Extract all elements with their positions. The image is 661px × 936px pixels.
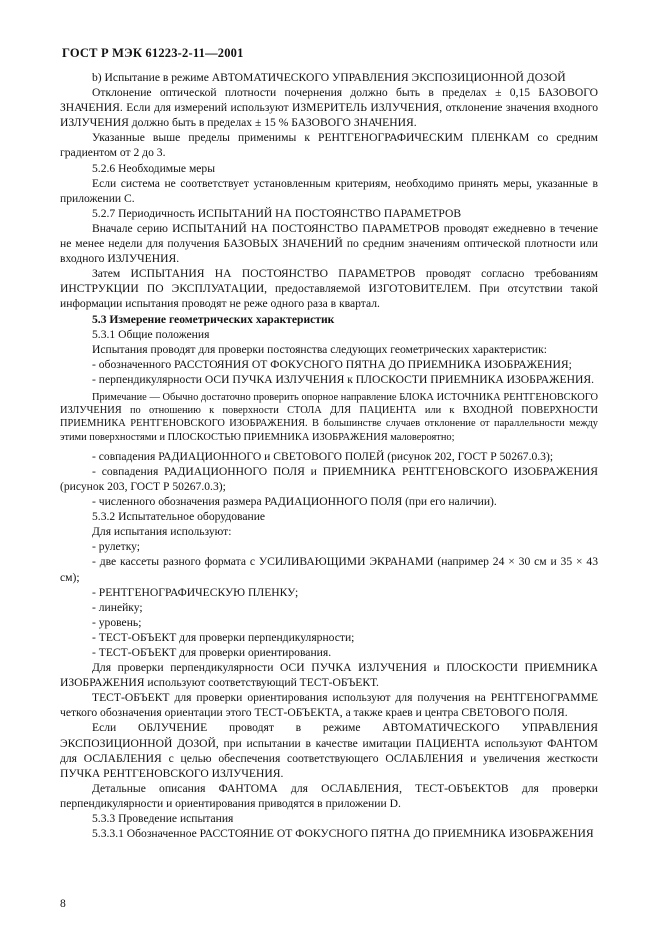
paragraph: Если система не соответствует установленным критериям, необходимо принять меры, указанные в приложении С.	[60, 176, 598, 205]
paragraph: 5.3.2 Испытательное оборудование	[92, 510, 266, 524]
paragraph: - ТЕСТ-ОБЪЕКТ для проверки перпендикулярности;	[92, 630, 355, 644]
section-heading: 5.3 Измерение геометрических характеристик	[92, 312, 335, 326]
paragraph: - линейку;	[92, 600, 143, 614]
paragraph: - обозначенного РАССТОЯНИЯ ОТ ФОКУСНОГО ПЯТНА ДО ПРИЕМНИКА ИЗОБРАЖЕНИЯ;	[92, 357, 572, 371]
paragraph: b) Испытание в режиме АВТОМАТИЧЕСКОГО УПРАВЛЕНИЯ ЭКСПОЗИЦИОННОЙ ДОЗОЙ	[92, 71, 566, 84]
paragraph: 5.2.6 Необходимые меры	[92, 161, 216, 175]
paragraph: ТЕСТ-ОБЪЕКТ для проверки ориентирования используют для получения на РЕНТГЕНОГРАММЕ четкого обозначения ориентации этого ТЕСТ-ОБЪЕКТА, а также краев и центра СВЕТОВОГО ПОЛЯ.	[60, 691, 598, 720]
document-body	[60, 70, 598, 841]
paragraph: - уровень;	[92, 615, 142, 629]
paragraph: Испытания проводят для проверки постоянства следующих геометрических характеристик:	[92, 342, 547, 356]
paragraph: - совпадения РАДИАЦИОННОГО ПОЛЯ и ПРИЕМНИКА РЕНТГЕНОВСКОГО ИЗОБРАЖЕНИЯ (рисунок 203, ГОСТ Р 50267.0.3);	[60, 464, 598, 493]
document-header: ГОСТ Р МЭК 61223-2-11—2001	[62, 46, 244, 60]
paragraph: - рулетку;	[92, 540, 141, 554]
paragraph: - перпендикулярности ОСИ ПУЧКА ИЗЛУЧЕНИЯ к ПЛОСКОСТИ ПРИЕМНИКА ИЗОБРАЖЕНИЯ.	[92, 372, 595, 386]
paragraph: Затем ИСПЫТАНИЯ НА ПОСТОЯНСТВО ПАРАМЕТРОВ проводят согласно требованиям ИНСТРУКЦИИ ПО ЭКСПЛУАТАЦИИ, предоставляемой ИЗГОТОВИТЕЛЕМ. При отсутствии такой информации испытания проводят не реже одного раза в квартал.	[60, 267, 598, 311]
paragraph: - совпадения РАДИАЦИОННОГО и СВЕТОВОГО ПОЛЕЙ (рисунок 202, ГОСТ Р 50267.0.3);	[92, 449, 554, 463]
paragraph: Вначале серию ИСПЫТАНИЙ НА ПОСТОЯНСТВО ПАРАМЕТРОВ проводят ежедневно в течение не менее недели для получения БАЗОВЫХ ЗНАЧЕНИЙ по средним значениям оптической плотности или входного ИЗЛУЧЕНИЯ.	[60, 221, 598, 266]
paragraph: 5.3.3.1 Обозначенное РАССТОЯНИЕ ОТ ФОКУСНОГО ПЯТНА ДО ПРИЕМНИКА ИЗОБРАЖЕНИЯ	[92, 827, 594, 841]
paragraph: Для испытания используют:	[92, 525, 232, 539]
page-number: 8	[60, 897, 66, 910]
paragraph: Если ОБЛУЧЕНИЕ проводят в режиме АВТОМАТИЧЕСКОГО УПРАВЛЕНИЯ ЭКСПОЗИЦИОННОЙ ДОЗОЙ, при испытании в качестве имитации ПАЦИЕНТА используют ФАНТОМ для ОСЛАБЛЕНИЯ с целью обеспечения соответствующего ОСЛАБЛЕНИЯ и увеличения жесткости ПУЧКА РЕНТГЕНОВСКОГО ИЗЛУЧЕНИЯ.	[60, 721, 598, 780]
paragraph: 5.3.1 Общие положения	[92, 327, 210, 341]
paragraph: 5.2.7 Периодичность ИСПЫТАНИЙ НА ПОСТОЯНСТВО ПАРАМЕТРОВ	[92, 206, 462, 220]
paragraph: - ТЕСТ-ОБЪЕКТ для проверки ориентирования.	[92, 646, 332, 659]
paragraph: - две кассеты разного формата с УСИЛИВАЮЩИМИ ЭКРАНАМИ (например 24 × 30 см и 35 × 43 см);	[60, 555, 598, 584]
paragraph: - численного обозначения размера РАДИАЦИОННОГО ПОЛЯ (при его наличии).	[92, 495, 497, 509]
paragraph: Отклонение оптической плотности почернения должно быть в пределах ± 0,15 БАЗОВОГО ЗНАЧЕНИЯ. Если для измерений используют ИЗМЕРИТЕЛЬ ИЗЛУЧЕНИЯ, отклонение значения входного ИЗЛУЧЕНИЯ должно быть в пределах ± 15 % БАЗОВОГО ЗНАЧЕНИЯ.	[60, 86, 598, 130]
paragraph: 5.3.3 Проведение испытания	[92, 812, 234, 826]
paragraph: Детальные описания ФАНТОМА для ОСЛАБЛЕНИЯ, ТЕСТ-ОБЪЕКТОВ для проверки перпендикулярности и ориентирования приводятся в приложении D.	[60, 781, 598, 810]
paragraph: Для проверки перпендикулярности ОСИ ПУЧКА ИЗЛУЧЕНИЯ и ПЛОСКОСТИ ПРИЕМНИКА ИЗОБРАЖЕНИЯ используют соответствующий ТЕСТ-ОБЪЕКТ.	[60, 661, 598, 690]
paragraph: Указанные выше пределы применимы к РЕНТГЕНОГРАФИЧЕСКИМ ПЛЕНКАМ со средним градиентом от 2 до 3.	[60, 131, 598, 160]
paragraph: - РЕНТГЕНОГРАФИЧЕСКУЮ ПЛЕНКУ;	[92, 585, 299, 599]
note-paragraph: Примечание — Обычно достаточно проверить опорное направление БЛОКА ИСТОЧНИКА РЕНТГЕНОВСКОГО ИЗЛУЧЕНИЯ по отношению к поверхности СТОЛА ДЛЯ ПАЦИЕНТА или к ВХОДНОЙ ПОВЕРХНОСТИ ПРИЕМНИКА РЕНТГЕНОВСКОГО ИЗОБРАЖЕНИЯ. В большинстве случаев отклонение от параллельности между этими поверхностями и ПЛОСКОСТЬЮ ПРИЕМНИКА ИЗОБРАЖЕНИЯ маловероятно;	[60, 391, 598, 443]
